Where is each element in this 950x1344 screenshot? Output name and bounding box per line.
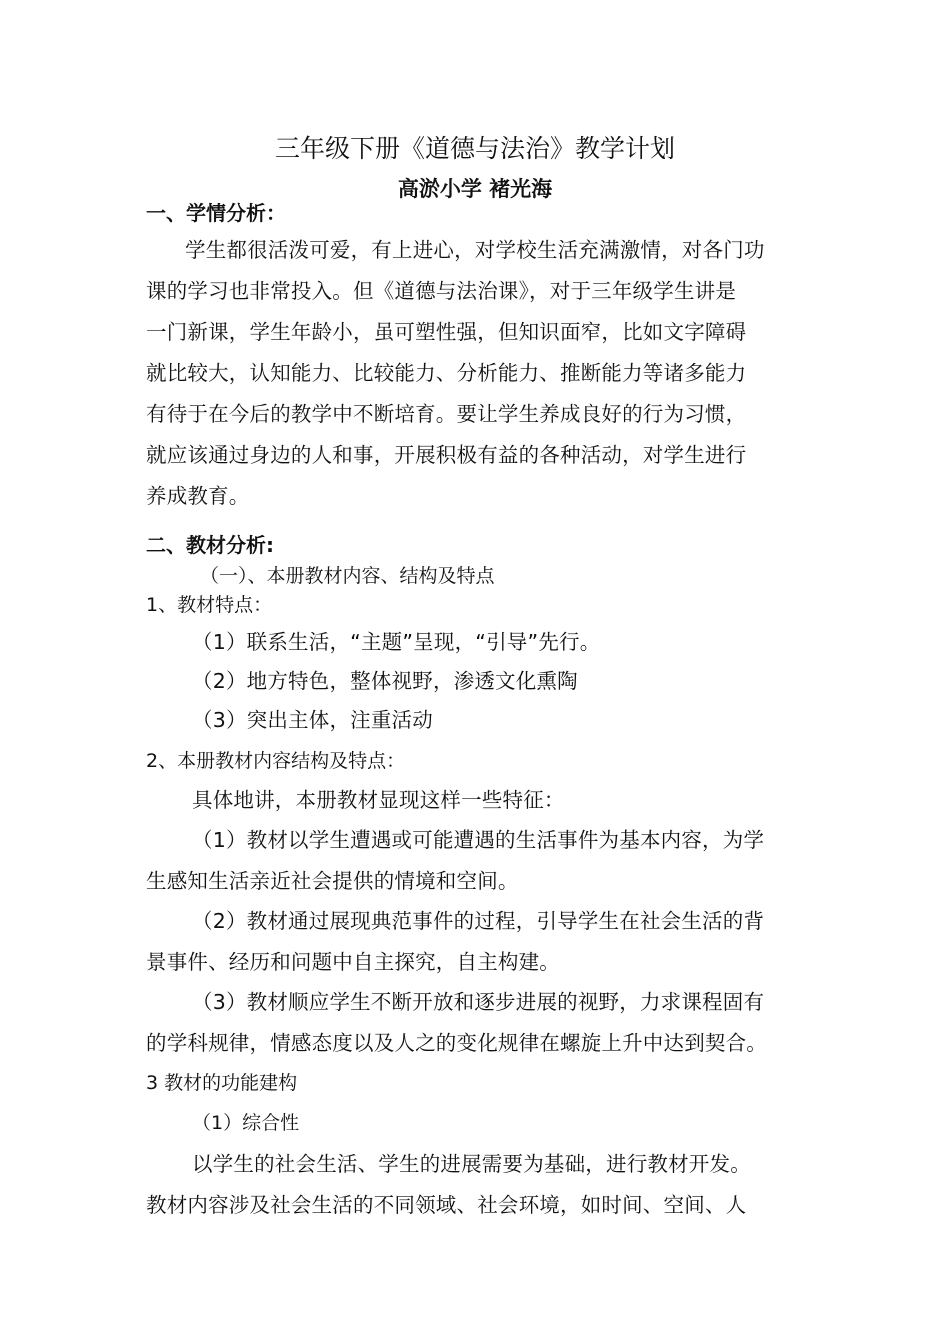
item-heading-2: 2、本册教材内容结构及特点： bbox=[146, 750, 406, 772]
point-line: （2）地方特色，整体视野，渗透文化熏陶 bbox=[192, 669, 578, 693]
paragraph-line: 有待于在今后的教学中不断培育。要让学生养成良好的行为习惯， bbox=[146, 402, 747, 426]
paragraph-line: 景事件、经历和问题中自主探究，自主构建。 bbox=[146, 950, 560, 974]
paragraph-line: （2）教材通过展现典范事件的过程，引导学生在社会生活的背 bbox=[192, 909, 765, 933]
point-line: （3）突出主体，注重活动 bbox=[192, 708, 433, 732]
item-intro: 具体地讲，本册教材显现这样一些特征： bbox=[192, 788, 565, 812]
section-heading-2: 二、教材分析: bbox=[146, 533, 274, 557]
paragraph-line: 一门新课，学生年龄小，虽可塑性强，但知识面窄，比如文字障碍 bbox=[146, 320, 747, 344]
item-heading-3: 3 教材的功能建构 bbox=[146, 1072, 298, 1094]
paragraph-line: 课的学习也非常投入。但《道德与法治课》，对于三年级学生讲是 bbox=[146, 279, 737, 303]
paragraph-line: 就应该通过身边的人和事，开展积极有益的各种活动，对学生进行 bbox=[146, 443, 747, 467]
paragraph-line: 以学生的社会生活、学生的进展需要为基础，进行教材开发。 bbox=[192, 1152, 751, 1176]
section-heading-1: 一、学情分析： bbox=[146, 201, 286, 225]
paragraph-line: 养成教育。 bbox=[146, 484, 250, 508]
subsection-title: （一）、本册教材内容、结构及特点 bbox=[200, 565, 495, 587]
document-title: 三年级下册《道德与法治》教学计划 bbox=[274, 134, 675, 163]
paragraph-line: （3）教材顺应学生不断开放和逐步进展的视野，力求课程固有 bbox=[192, 990, 765, 1014]
item-heading-1: 1、教材特点： bbox=[146, 594, 273, 616]
paragraph-line: （1）教材以学生遭遇或可能遭遇的生活事件为基本内容，为学 bbox=[192, 828, 765, 852]
paragraph-line: 学生都很活泼可爱，有上进心，对学校生活充满激情，对各门功 bbox=[185, 238, 765, 262]
paragraph-line: 教材内容涉及社会生活的不同领域、社会环境，如时间、空间、人 bbox=[146, 1193, 747, 1217]
paragraph-line: 生感知生活亲近社会提供的情境和空间。 bbox=[146, 869, 519, 893]
paragraph-line: 就比较大，认知能力、比较能力、分析能力、推断能力等诸多能力 bbox=[146, 361, 747, 385]
item-subheading: （1）综合性 bbox=[192, 1112, 300, 1134]
paragraph-line: 的学科规律，情感态度以及人之的变化规律在螺旋上升中达到契合。 bbox=[146, 1031, 767, 1055]
point-line: （1）联系生活，“主题”呈现，“引导”先行。 bbox=[192, 630, 601, 654]
document-author: 高淤小学 褚光海 bbox=[397, 177, 553, 201]
